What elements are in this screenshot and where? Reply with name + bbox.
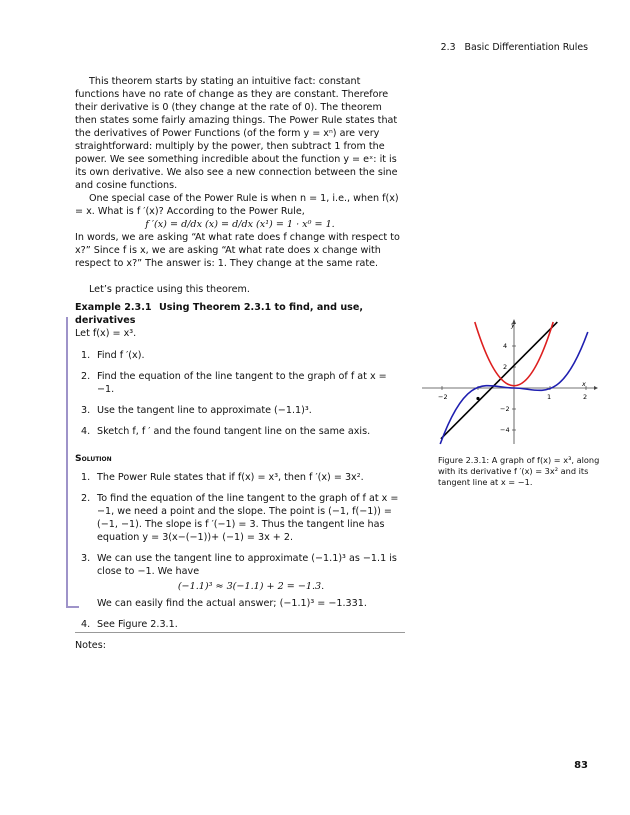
page-number: 83 xyxy=(574,760,588,771)
y-tick-label: −4 xyxy=(500,426,510,434)
intro-paragraph-4: Let’s practice using this theorem. xyxy=(89,284,250,295)
task-list xyxy=(75,349,405,438)
section-number: 2.3 xyxy=(440,42,456,53)
intro-paragraph-2: One special case of the Power Rule is when n = 1, i.e., when f(x) = x. What is f ′(x)? According to the Power Rule, xyxy=(75,193,399,217)
approximation-equation: (−1.1)³ ≈ 3(−1.1) + 2 = −1.3. xyxy=(177,581,325,592)
running-header xyxy=(441,42,588,53)
tangent-point xyxy=(476,397,479,400)
solution-list xyxy=(75,471,405,631)
x-tick-label: 2 xyxy=(583,393,588,401)
y-tick-label: 2 xyxy=(503,363,508,371)
x-tick-label: −2 xyxy=(438,393,448,401)
notes-divider xyxy=(75,632,405,633)
example-given: Let f(x) = x³. xyxy=(75,328,137,339)
solution-item: 3. We can use the tangent line to approximate (−1.1)³ as −1.1 is close to −1. We have (−1.1)³ ≈ 3(−1.1) + 2 = −1.3. We can easily find the actual answer; (−1.1)³ = −1.331. xyxy=(75,552,405,610)
example-block xyxy=(75,301,405,639)
task-item: 4. Sketch f, f ′ and the found tangent line on the same axis. xyxy=(81,426,371,437)
actual-answer: We can easily find the actual answer; (−1.1)³ = −1.331. xyxy=(97,598,367,609)
intro-paragraph-1: This theorem starts by stating an intuitive fact: constant functions have no rate of change as they are constant. Therefore their derivative is 0 (they change at the rate of 0). The theorem then states some fairly amazing things. The Power Rule states that the derivatives of Power Functions (of the form y = xⁿ) are very straightforward: multiply by the power, then subtract 1 from the power. We see something incredible about the function y = eˣ: it is its own derivative. We also see a new connection between the sine and cosine functions. xyxy=(75,76,398,191)
figure-graph xyxy=(418,318,598,448)
task-item: 2. Find the equation of the line tangent to the graph of f at x = −1. xyxy=(81,371,387,395)
example-title: Using Theorem 2.3.1 to find, and use, derivatives xyxy=(75,302,364,326)
example-margin-bar xyxy=(66,317,68,607)
x-tick-label: 1 xyxy=(547,393,552,401)
task-item: 1. Find f ′(x). xyxy=(81,350,145,361)
task-item: 3. Use the tangent line to approximate (−1.1)³. xyxy=(81,405,312,416)
intro-paragraph-3: In words, we are asking “At what rate does f change with respect to x?” Since f is x, we are asking “At what rate does x change with respect to x?” The answer is: 1. They change at the same rate. xyxy=(75,232,400,269)
figure-caption: Figure 2.3.1: A graph of f(x) = x³, along with its derivative f ′(x) = 3x² and its tangent line at x = −1. xyxy=(438,455,600,487)
y-tick-label: 4 xyxy=(503,342,508,350)
section-title: Basic Differentiation Rules xyxy=(464,42,588,53)
notes-label: Notes: xyxy=(75,640,106,651)
tangent-line xyxy=(441,322,557,439)
example-heading xyxy=(75,301,405,327)
example-label: Example 2.3.1 xyxy=(75,302,152,313)
solution-item: 4. See Figure 2.3.1. xyxy=(81,619,178,630)
y-tick-label: −2 xyxy=(500,405,510,413)
solution-heading: Solution xyxy=(75,453,112,464)
intro-text xyxy=(75,75,405,296)
solution-item: 1. The Power Rule states that if f(x) = x³, then f ′(x) = 3x². xyxy=(81,472,364,483)
y-axis-label: y xyxy=(511,321,515,329)
solution-item: 2. To find the equation of the line tangent to the graph of f at x = −1, we need a point and the slope. The point is (−1, f(−1)) = (−1, −1). The slope is f ′(−1) = 3. Thus the tangent line has equation y = 3(x−(−1))+ (−1) = 3x + 2. xyxy=(81,493,399,543)
derivative-equation: f ′(x) = d/dx (x) = d/dx (x¹) = 1 · x⁰ = 1. xyxy=(145,219,335,230)
x-axis-label: x xyxy=(582,380,586,388)
